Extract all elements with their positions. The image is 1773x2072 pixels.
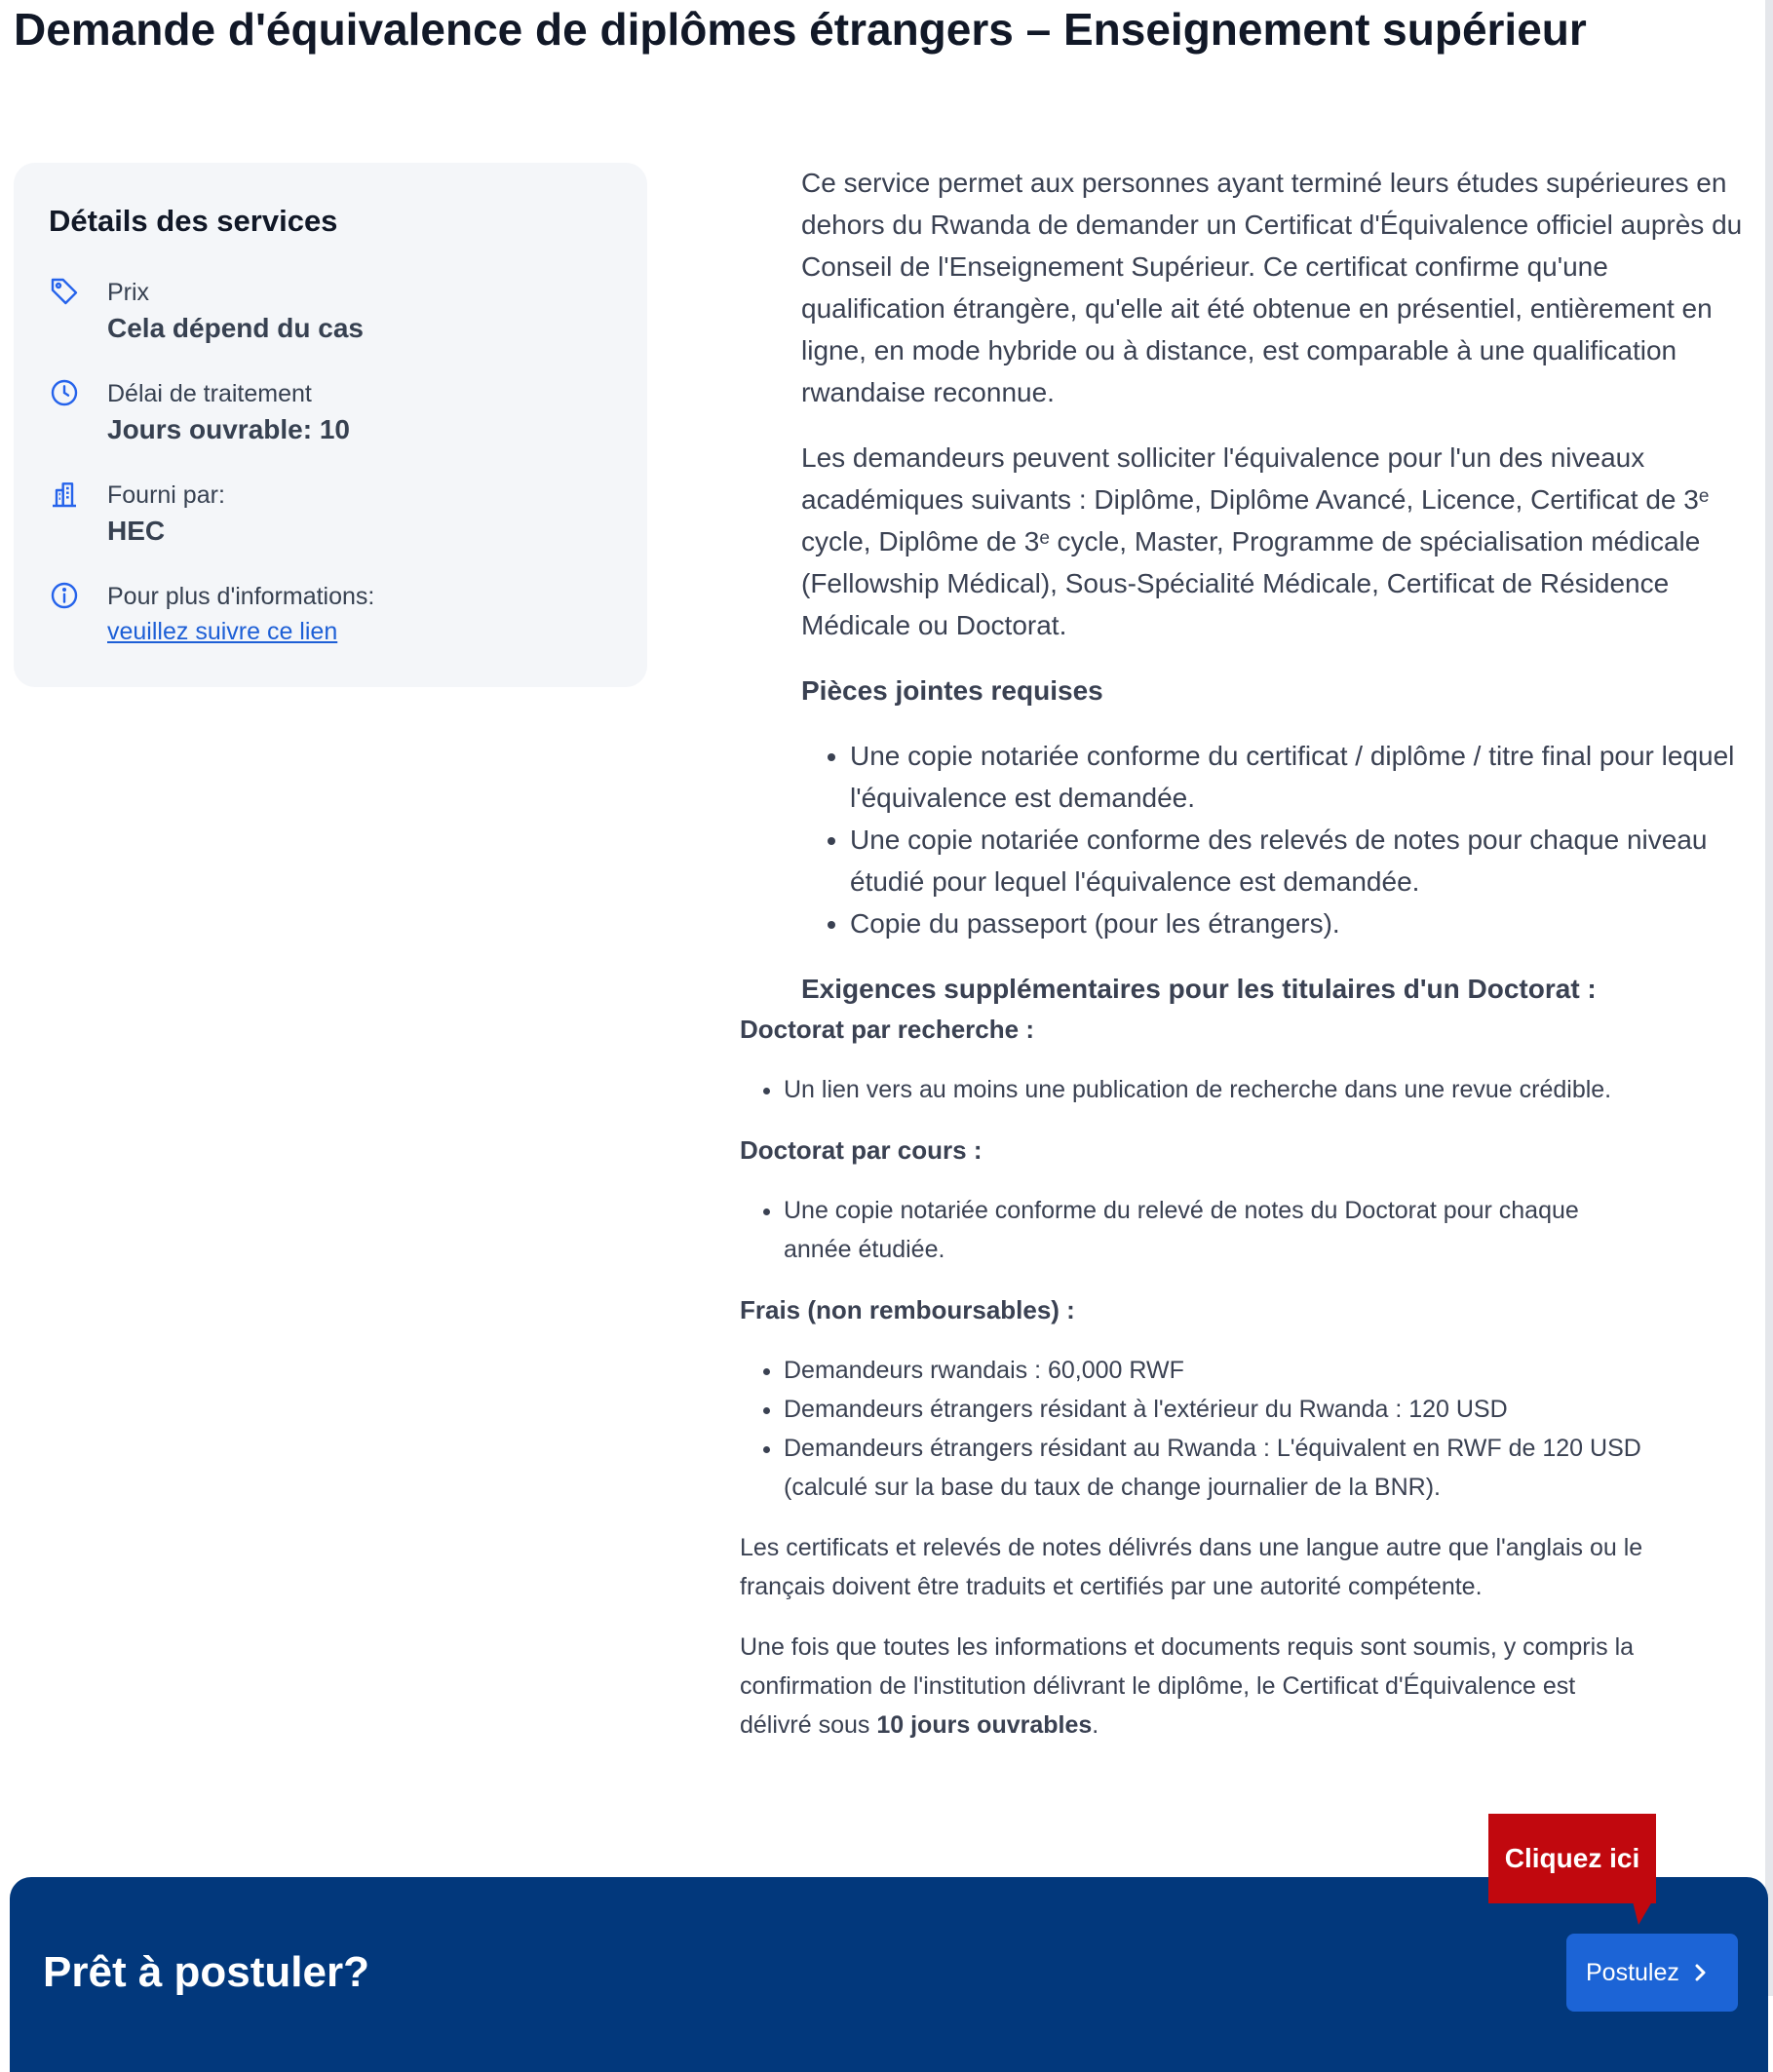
building-icon <box>49 479 80 510</box>
list-item: • Copie du passeport (pour les étrangers). <box>850 902 1752 944</box>
intro-paragraph: Ce service permet aux personnes ayant terminé leurs études supérieures en dehors du Rwanda de demander un Certificat d'Équivalence officiel auprès du Conseil de l'Enseignement Supérieur. Ce certificat confirme qu'une qualification étrangère, qu'elle ait été obtenue en présentiel, entièrement en ligne, en mode hybride ou à distance, est comparable à une qualification rwandaise reconnue. <box>801 168 1743 407</box>
info-label: Pour plus d'informations: <box>107 583 375 610</box>
doctorate-heading: Exigences supplémentaires pour les titulaires d'un Doctorat : <box>801 974 1597 1004</box>
delay-row <box>49 377 612 449</box>
price-row <box>49 276 612 348</box>
course-heading: Doctorat par cours : <box>740 1135 983 1165</box>
list-item: • Une copie notariée conforme du certificat / diplôme / titre final pour lequel l'équivalence est demandée. <box>850 735 1752 819</box>
click-here-callout: Cliquez ici <box>1488 1814 1656 1903</box>
apply-label: Postulez <box>1586 1958 1679 1986</box>
service-description <box>801 162 1752 1014</box>
provider-row <box>49 479 612 551</box>
final-note-suffix: . <box>1092 1711 1099 1739</box>
info-link[interactable]: veuillez suivre ce lien <box>107 618 338 645</box>
attachments-list <box>801 735 1752 944</box>
levels-paragraph: Les demandeurs peuvent solliciter l'équivalence pour l'un des niveaux académiques suivants : Diplôme, Diplôme Avancé, Licence, Certificat de 3ᵉ cycle, Diplôme de 3ᵉ cycle, Master, Programme de spécialisation médicale (Fellowship Médical), Sous-Spécialité Médicale, Certificat de Résidence Médicale ou Doctorat. <box>801 442 1710 640</box>
delay-value: Jours ouvrable: 10 <box>107 414 350 444</box>
price-label: Prix <box>107 279 150 306</box>
list-item: • Un lien vers au moins une publication de recherche dans une revue crédible. <box>784 1070 1646 1109</box>
translation-note: Les certificats et relevés de notes délivrés dans une langue autre que l'anglais ou le français doivent être traduits et certifiés par une autorité compétente. <box>740 1534 1643 1600</box>
service-details-card <box>14 163 647 687</box>
final-note-prefix: Une fois que toutes les informations et documents requis sont soumis, y compris la confirmation de l'institution délivrant le diplôme, le Certificat d'Équivalence est délivré sous <box>740 1633 1635 1739</box>
delay-label: Délai de traitement <box>107 380 312 407</box>
research-list <box>740 1070 1646 1109</box>
page-title: Demande d'équivalence de diplômes étrangers – Enseignement supérieur <box>14 4 1587 55</box>
details-heading: Détails des services <box>49 204 338 238</box>
ready-heading: Prêt à postuler? <box>43 1948 369 1996</box>
scrollbar-edge <box>1765 0 1773 1996</box>
fees-list <box>740 1351 1646 1507</box>
fees-heading: Frais (non remboursables) : <box>740 1295 1075 1324</box>
provider-value: HEC <box>107 516 166 546</box>
final-note-bold: 10 jours ouvrables <box>876 1711 1093 1739</box>
price-value: Cela dépend du cas <box>107 313 364 343</box>
chevron-right-icon <box>1691 1962 1709 1983</box>
list-item: • Une copie notariée conforme des relevés de notes pour chaque niveau étudié pour lequel l'équivalence est demandée. <box>850 819 1752 902</box>
callout-pointer <box>1633 1901 1652 1925</box>
tag-icon <box>49 276 80 307</box>
list-item: • Demandeurs étrangers résidant au Rwanda : L'équivalent en RWF de 120 USD (calculé sur la base du taux de change journalier de la BNR). <box>784 1429 1646 1507</box>
clock-icon <box>49 377 80 408</box>
list-item: • Une copie notariée conforme du relevé de notes du Doctorat pour chaque année étudiée. <box>784 1191 1646 1269</box>
provider-label: Fourni par: <box>107 481 225 509</box>
attachments-heading: Pièces jointes requises <box>801 675 1103 706</box>
list-item: • Demandeurs rwandais : 60,000 RWF <box>784 1351 1646 1390</box>
info-icon <box>49 580 80 611</box>
apply-banner <box>10 1877 1768 2072</box>
info-row <box>49 580 612 650</box>
research-heading: Doctorat par recherche : <box>740 1015 1034 1044</box>
doctorate-section <box>740 1010 1646 1766</box>
apply-button[interactable] <box>1566 1934 1738 2012</box>
list-item: • Demandeurs étrangers résidant à l'extérieur du Rwanda : 120 USD <box>784 1390 1646 1429</box>
course-list <box>740 1191 1646 1269</box>
final-note <box>740 1628 1646 1745</box>
